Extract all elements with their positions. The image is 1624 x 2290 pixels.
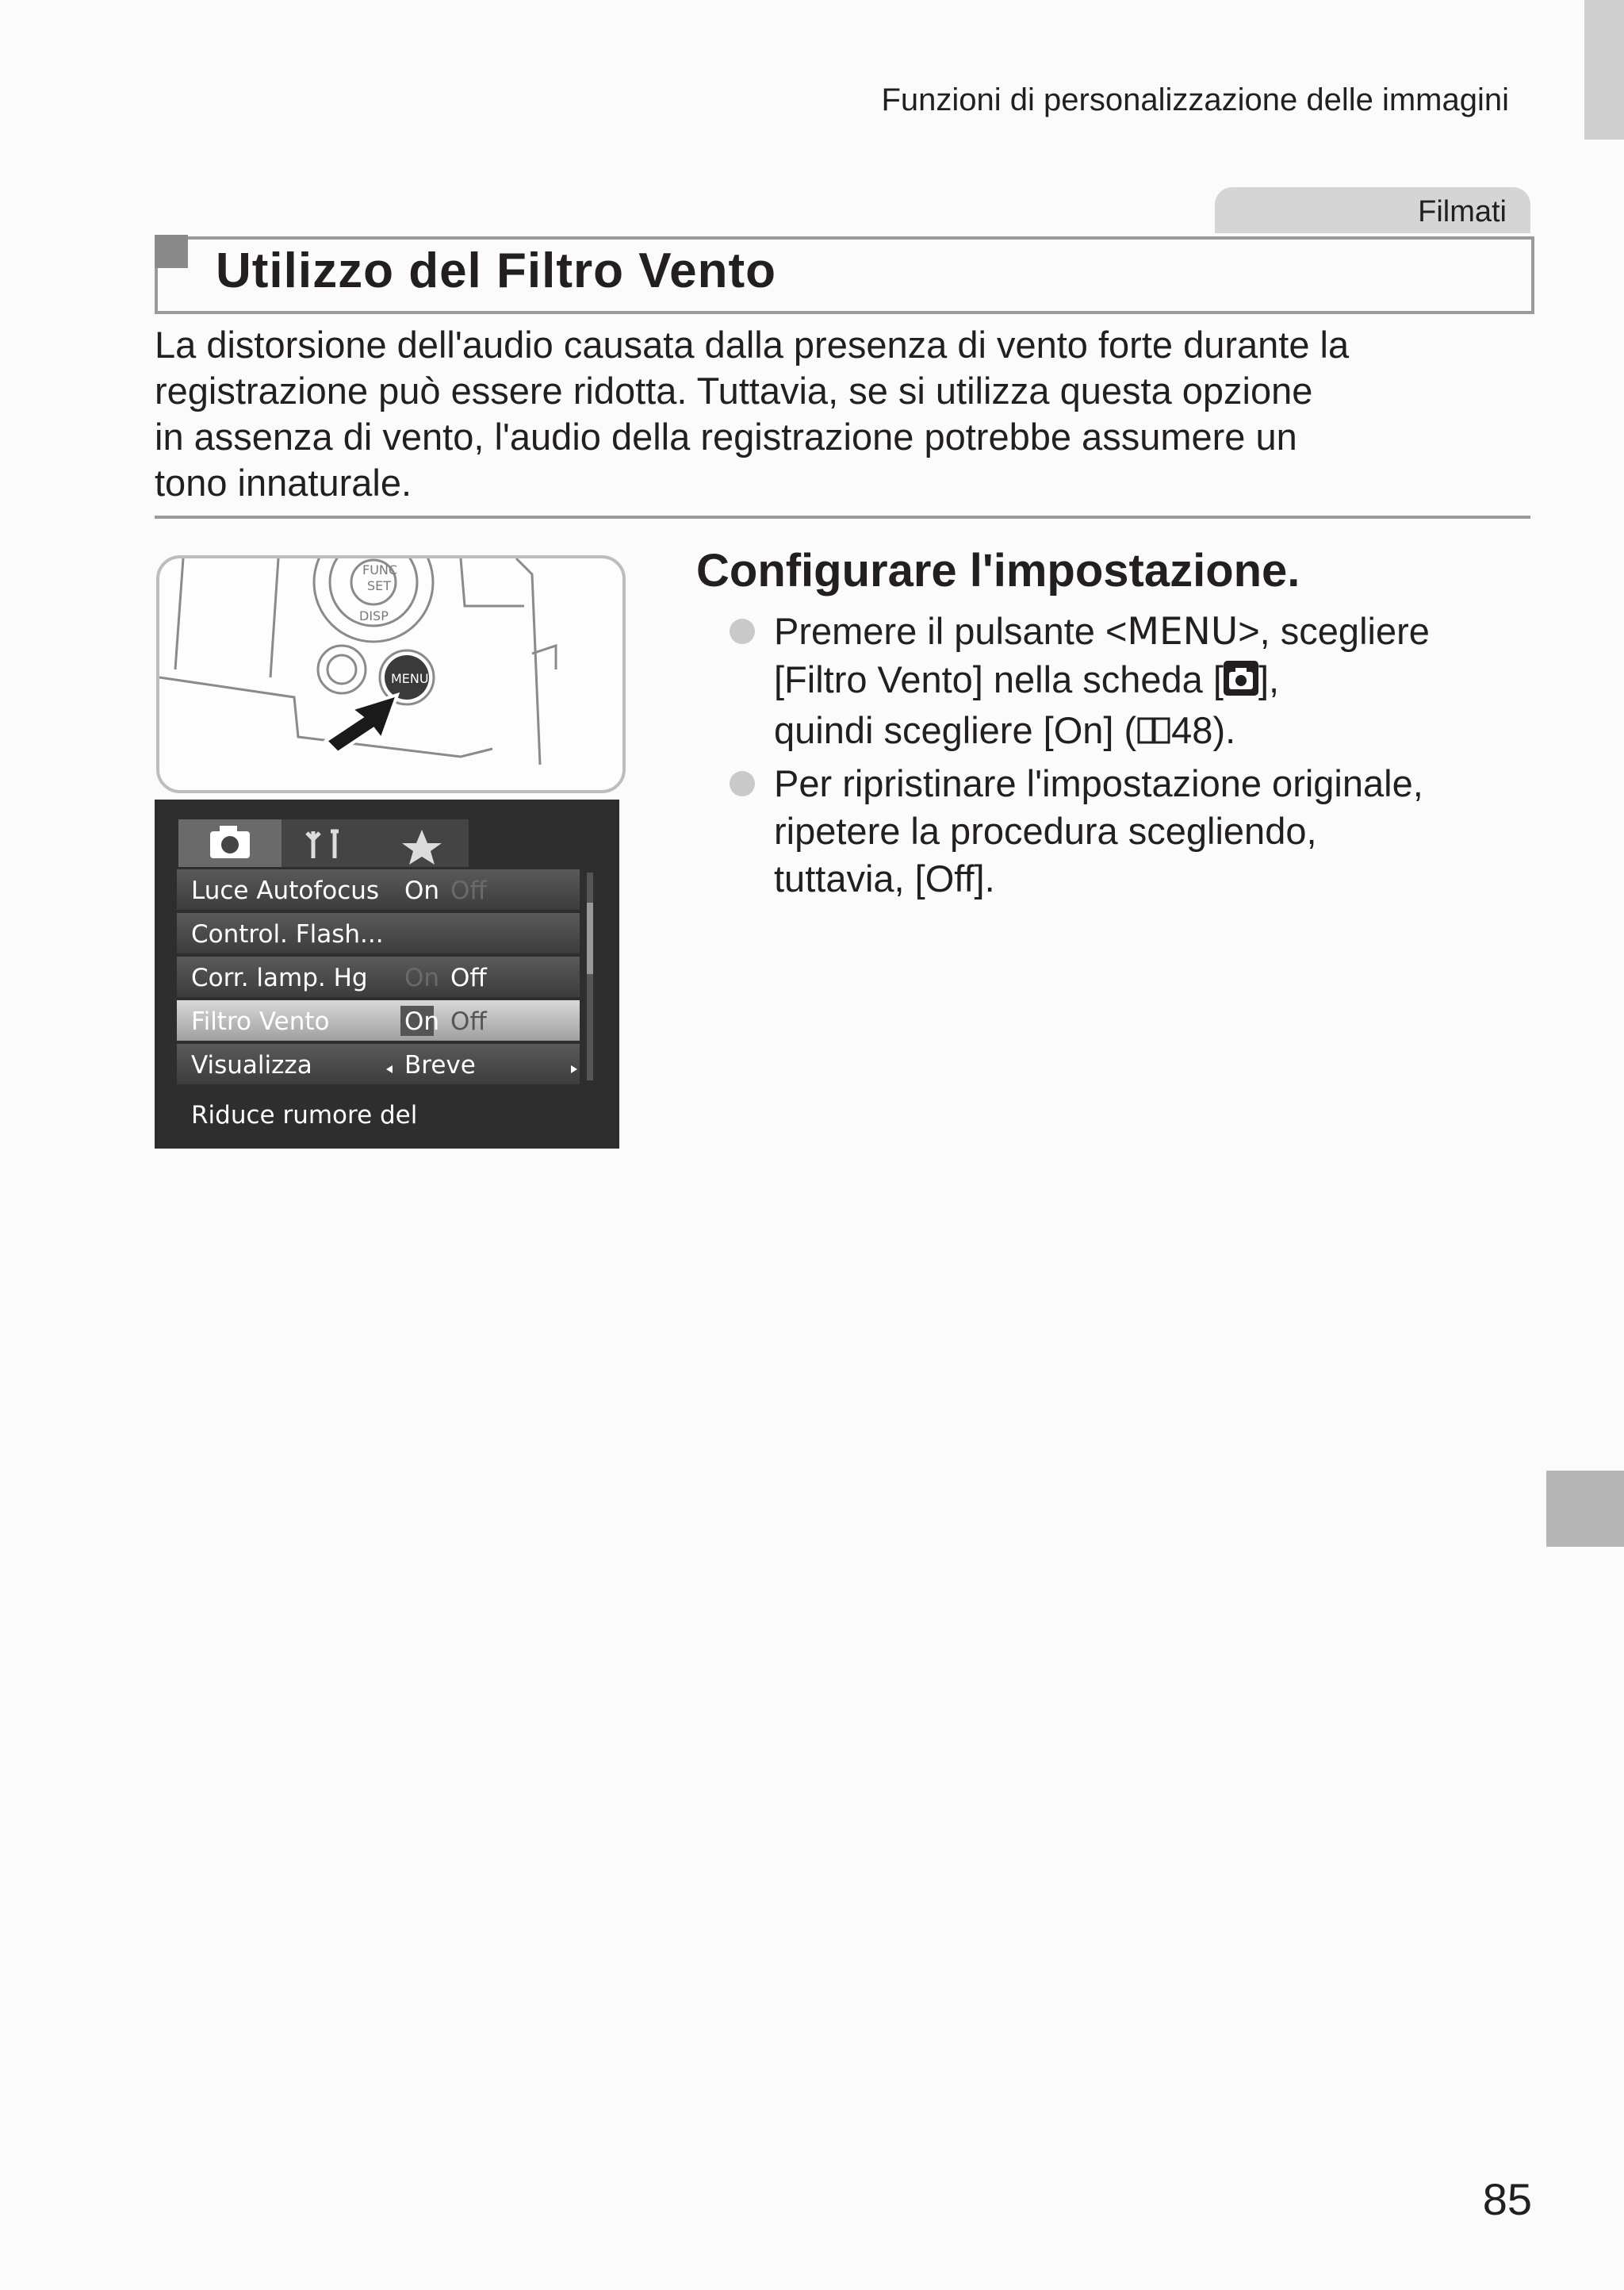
side-tab-marker [1584,0,1624,140]
menu-row-label: Corr. lamp. Hg [191,964,368,992]
menu-row-value: On [404,876,440,905]
bullet-icon [730,771,755,796]
menu-row-label: Visualizza [191,1051,312,1080]
running-header: Funzioni di personalizzazione delle immagini [881,82,1509,117]
menu-row-label: Luce Autofocus [191,876,380,905]
menu-row-value: Off [450,1007,487,1036]
func-label: FUNC [362,562,398,577]
menu-row-label: Control. Flash... [191,920,384,949]
instruction-text: ], [1258,658,1280,700]
menu-row-value: Breve [404,1051,476,1080]
menu-row-value: On [404,964,440,992]
book-icon [1136,709,1171,757]
intro-line: registrazione può essere ridotta. Tuttavia, se si utilizza questa opzione [155,370,1313,412]
instruction-text: [Filtro Vento] nella scheda [ [774,658,1224,700]
bullet-item [730,608,1530,757]
divider-rule [155,516,1530,519]
instruction-text: Premere il pulsante < [774,610,1128,652]
intro-paragraph [155,322,1534,506]
menu-button-ref: MENU [1127,610,1239,654]
section-title: Utilizzo del Filtro Vento [216,244,776,298]
tab-tools [282,819,375,867]
camera-back-drawing [159,558,622,790]
instruction-text: quindi scegliere [On] ( [774,708,1137,751]
camera-tab-icon [1224,659,1258,707]
intro-line: in assenza di vento, l'audio della registrazione potrebbe assumere un [155,416,1297,458]
category-label: Filmati [1418,195,1507,228]
menu-screenshot [155,800,619,1149]
instruction-text: ripetere la procedura scegliendo, [774,810,1317,853]
instruction-text: ). [1212,708,1236,751]
camera-illustration [156,555,626,793]
intro-line: La distorsione dell'audio causata dalla presenza di vento forte durante la [155,324,1350,366]
set-label: SET [367,578,392,593]
page-reference: 48 [1171,708,1213,751]
instruction-text: tuttavia, [Off]. [774,857,995,900]
step-title: Configurare l'impostazione. [696,545,1300,596]
menu-button-label: MENU [391,671,429,686]
bullet-icon [730,619,755,644]
menu-footer: Riduce rumore del [191,1101,418,1130]
menu-row-label: Filtro Vento [191,1007,330,1036]
bullet-item [730,760,1530,903]
scrollbar-thumb [587,903,593,974]
menu-row-value: Off [450,876,487,905]
instruction-text: Per ripristinare l'impostazione originale, [774,762,1423,805]
title-square-icon [155,235,188,268]
instruction-text: >, scegliere [1238,610,1430,652]
category-tab [1215,187,1530,233]
menu-row-value: Off [450,964,487,992]
disp-label: DISP [359,608,389,623]
menu-row-value: On [404,1007,440,1036]
page-number: 85 [1482,2174,1532,2224]
intro-line: tono innaturale. [155,462,412,504]
menu-screen [155,800,619,1149]
step-instructions [730,608,1530,903]
chapter-tab-marker [1546,1471,1624,1547]
